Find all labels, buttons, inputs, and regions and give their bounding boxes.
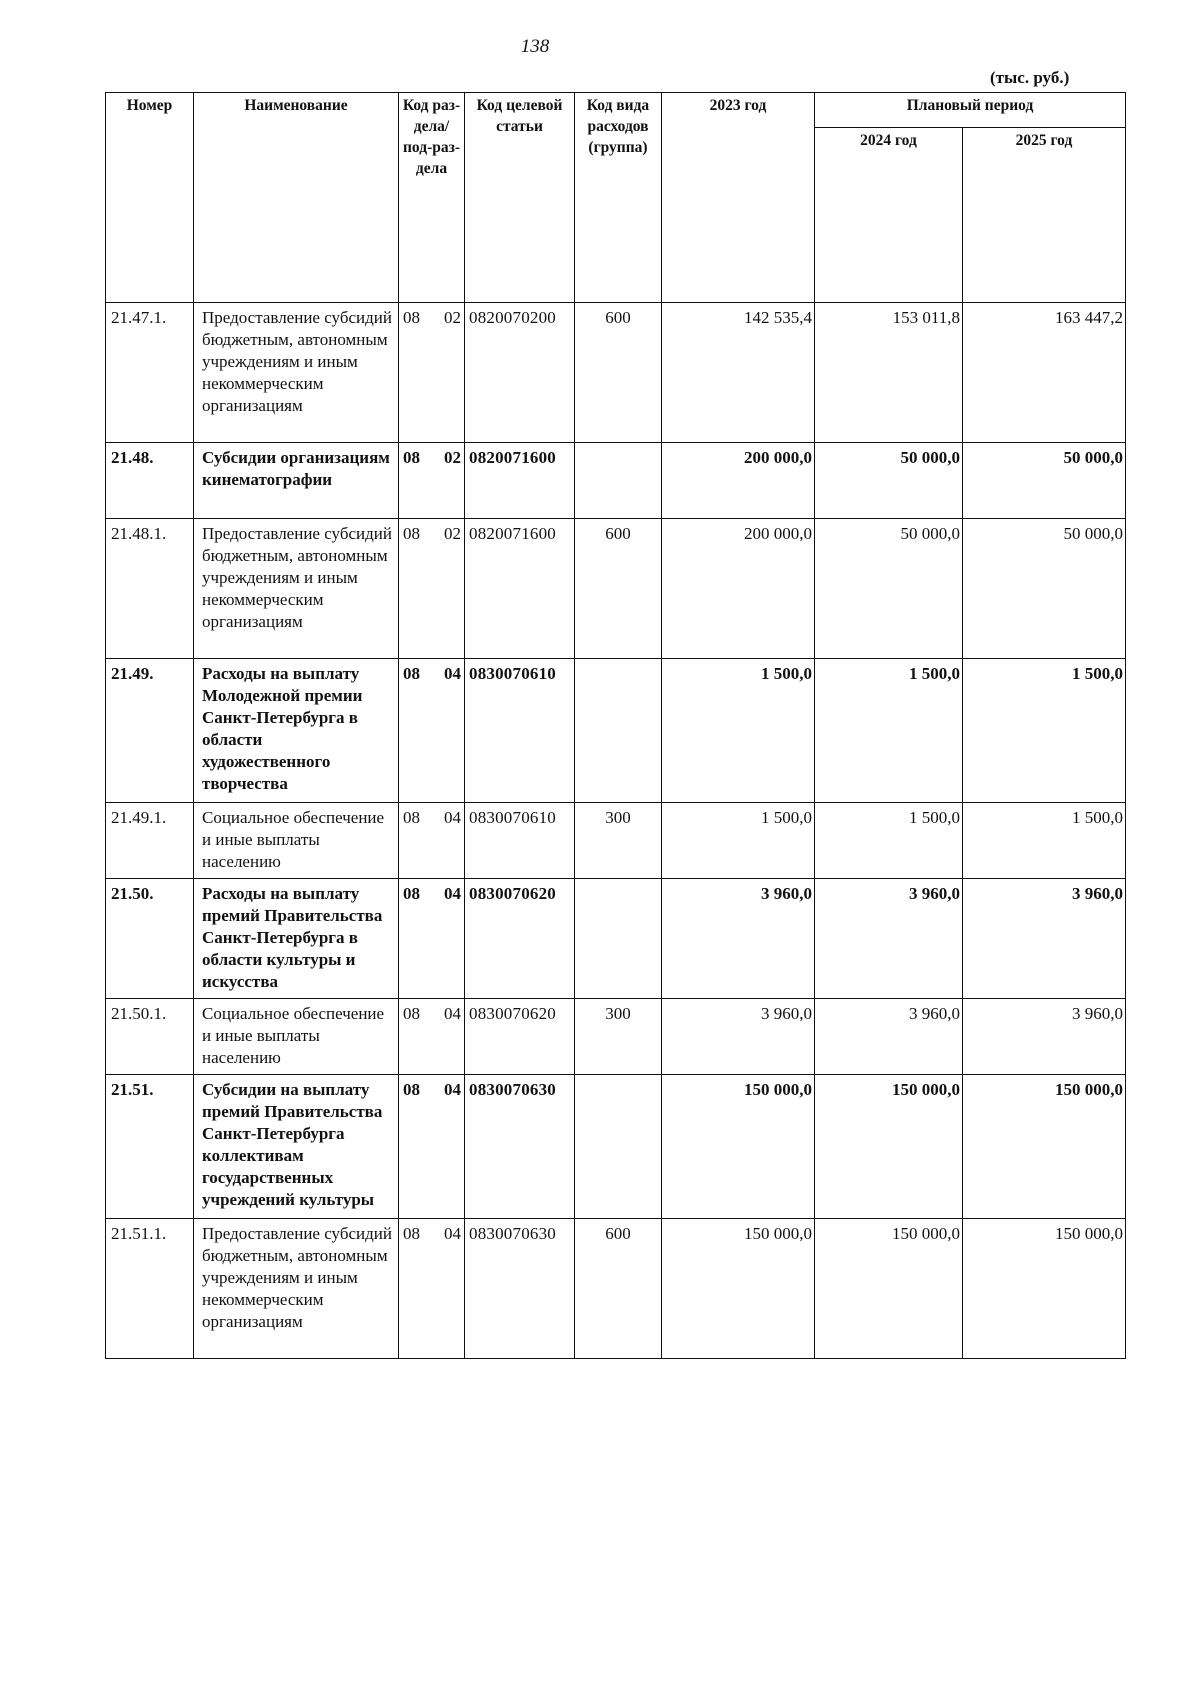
section-code: 08: [403, 808, 420, 827]
row-section-code: [399, 1075, 465, 1219]
row-amount-2025: 50 000,0: [963, 519, 1126, 659]
subsection-code: 04: [444, 664, 461, 683]
row-section-code: [399, 999, 465, 1075]
table-row: [106, 303, 1126, 443]
row-amount-2024: 3 960,0: [815, 879, 963, 999]
row-number: 21.51.1.: [106, 1219, 194, 1359]
row-amount-2024: 153 011,8: [815, 303, 963, 443]
row-target-code: 0830070620: [465, 999, 575, 1075]
subsection-code: 04: [444, 1004, 461, 1023]
subsection-code: 02: [444, 448, 461, 467]
row-expense-code: [575, 1075, 662, 1219]
row-name: Предоставление субсидий бюджетным, автономным учреждениям и иным некоммерческим организациям: [194, 303, 399, 443]
table-row: [106, 1219, 1126, 1359]
row-number: 21.50.1.: [106, 999, 194, 1075]
row-target-code: 0820071600: [465, 443, 575, 519]
section-code: 08: [403, 448, 420, 467]
table-row: [106, 443, 1126, 519]
table-row: [106, 879, 1126, 999]
row-amount-2024: 3 960,0: [815, 999, 963, 1075]
row-target-code: 0820070200: [465, 303, 575, 443]
row-name: Социальное обеспечение и иные выплаты населению: [194, 999, 399, 1075]
subsection-code: 04: [444, 808, 461, 827]
row-name: Предоставление субсидий бюджетным, автономным учреждениям и иным некоммерческим организациям: [194, 519, 399, 659]
row-name: Расходы на выплату премий Правительства Санкт-Петербурга в области культуры и искусства: [194, 879, 399, 999]
row-section-code: [399, 303, 465, 443]
table-row: [106, 999, 1126, 1075]
table-header: [106, 93, 1126, 303]
section-code: 08: [403, 308, 420, 327]
row-amount-2023: 142 535,4: [662, 303, 815, 443]
row-amount-2025: 150 000,0: [963, 1219, 1126, 1359]
row-amount-2024: 1 500,0: [815, 803, 963, 879]
section-code: 08: [403, 1224, 420, 1243]
row-target-code: 0830070610: [465, 659, 575, 803]
header-expense-code: Код вида расходов (группа): [575, 93, 662, 303]
header-year-2024: 2024 год: [815, 128, 963, 303]
row-amount-2025: 163 447,2: [963, 303, 1126, 443]
budget-table: [105, 92, 1126, 1359]
row-amount-2025: 3 960,0: [963, 999, 1126, 1075]
row-amount-2024: 50 000,0: [815, 519, 963, 659]
row-section-code: [399, 443, 465, 519]
row-amount-2025: 3 960,0: [963, 879, 1126, 999]
row-name: Социальное обеспечение и иные выплаты населению: [194, 803, 399, 879]
row-expense-code: [575, 443, 662, 519]
row-target-code: 0820071600: [465, 519, 575, 659]
row-expense-code: 600: [575, 519, 662, 659]
header-plan-period: Плановый период: [815, 93, 1126, 128]
row-name: Предоставление субсидий бюджетным, автономным учреждениям и иным некоммерческим организациям: [194, 1219, 399, 1359]
header-target-code: Код целевой статьи: [465, 93, 575, 303]
units-label: (тыс. руб.): [990, 68, 1070, 87]
subsection-code: 02: [444, 524, 461, 543]
row-amount-2025: 50 000,0: [963, 443, 1126, 519]
row-amount-2023: 1 500,0: [662, 659, 815, 803]
row-expense-code: 300: [575, 803, 662, 879]
table-row: [106, 1075, 1126, 1219]
row-amount-2025: 150 000,0: [963, 1075, 1126, 1219]
row-amount-2024: 150 000,0: [815, 1075, 963, 1219]
subsection-code: 02: [444, 308, 461, 327]
row-target-code: 0830070610: [465, 803, 575, 879]
row-section-code: [399, 1219, 465, 1359]
row-amount-2023: 3 960,0: [662, 879, 815, 999]
row-expense-code: 600: [575, 303, 662, 443]
table-row: [106, 519, 1126, 659]
row-amount-2024: 150 000,0: [815, 1219, 963, 1359]
row-expense-code: [575, 879, 662, 999]
header-year-2025: 2025 год: [963, 128, 1126, 303]
header-number: Номер: [106, 93, 194, 303]
row-number: 21.47.1.: [106, 303, 194, 443]
row-amount-2024: 50 000,0: [815, 443, 963, 519]
row-amount-2023: 200 000,0: [662, 443, 815, 519]
row-number: 21.48.1.: [106, 519, 194, 659]
row-section-code: [399, 659, 465, 803]
row-number: 21.51.: [106, 1075, 194, 1219]
row-target-code: 0830070630: [465, 1075, 575, 1219]
row-section-code: [399, 879, 465, 999]
row-amount-2023: 150 000,0: [662, 1219, 815, 1359]
row-expense-code: [575, 659, 662, 803]
row-target-code: 0830070620: [465, 879, 575, 999]
section-code: 08: [403, 884, 420, 903]
row-section-code: [399, 803, 465, 879]
row-amount-2024: 1 500,0: [815, 659, 963, 803]
row-target-code: 0830070630: [465, 1219, 575, 1359]
row-section-code: [399, 519, 465, 659]
table-body: [106, 303, 1126, 1359]
row-name: Субсидии организациям кинематографии: [194, 443, 399, 519]
section-code: 08: [403, 524, 420, 543]
header-name: Наименование: [194, 93, 399, 303]
row-number: 21.49.: [106, 659, 194, 803]
header-section-code: Код раз-дела/ под-раз-дела: [399, 93, 465, 303]
header-year-2023: 2023 год: [662, 93, 815, 303]
section-code: 08: [403, 1080, 420, 1099]
subsection-code: 04: [444, 1224, 461, 1243]
table-row: [106, 803, 1126, 879]
subsection-code: 04: [444, 884, 461, 903]
row-amount-2023: 3 960,0: [662, 999, 815, 1075]
row-amount-2023: 1 500,0: [662, 803, 815, 879]
row-name: Расходы на выплату Молодежной премии Санкт-Петербурга в области художественного творчества: [194, 659, 399, 803]
row-expense-code: 300: [575, 999, 662, 1075]
subsection-code: 04: [444, 1080, 461, 1099]
section-code: 08: [403, 664, 420, 683]
row-amount-2025: 1 500,0: [963, 803, 1126, 879]
table-row: [106, 659, 1126, 803]
row-number: 21.49.1.: [106, 803, 194, 879]
page-number: 138: [520, 36, 550, 57]
row-amount-2023: 150 000,0: [662, 1075, 815, 1219]
section-code: 08: [403, 1004, 420, 1023]
row-amount-2023: 200 000,0: [662, 519, 815, 659]
row-amount-2025: 1 500,0: [963, 659, 1126, 803]
row-number: 21.50.: [106, 879, 194, 999]
row-name: Субсидии на выплату премий Правительства Санкт-Петербурга коллективам государственных учреждений культуры: [194, 1075, 399, 1219]
row-expense-code: 600: [575, 1219, 662, 1359]
row-number: 21.48.: [106, 443, 194, 519]
